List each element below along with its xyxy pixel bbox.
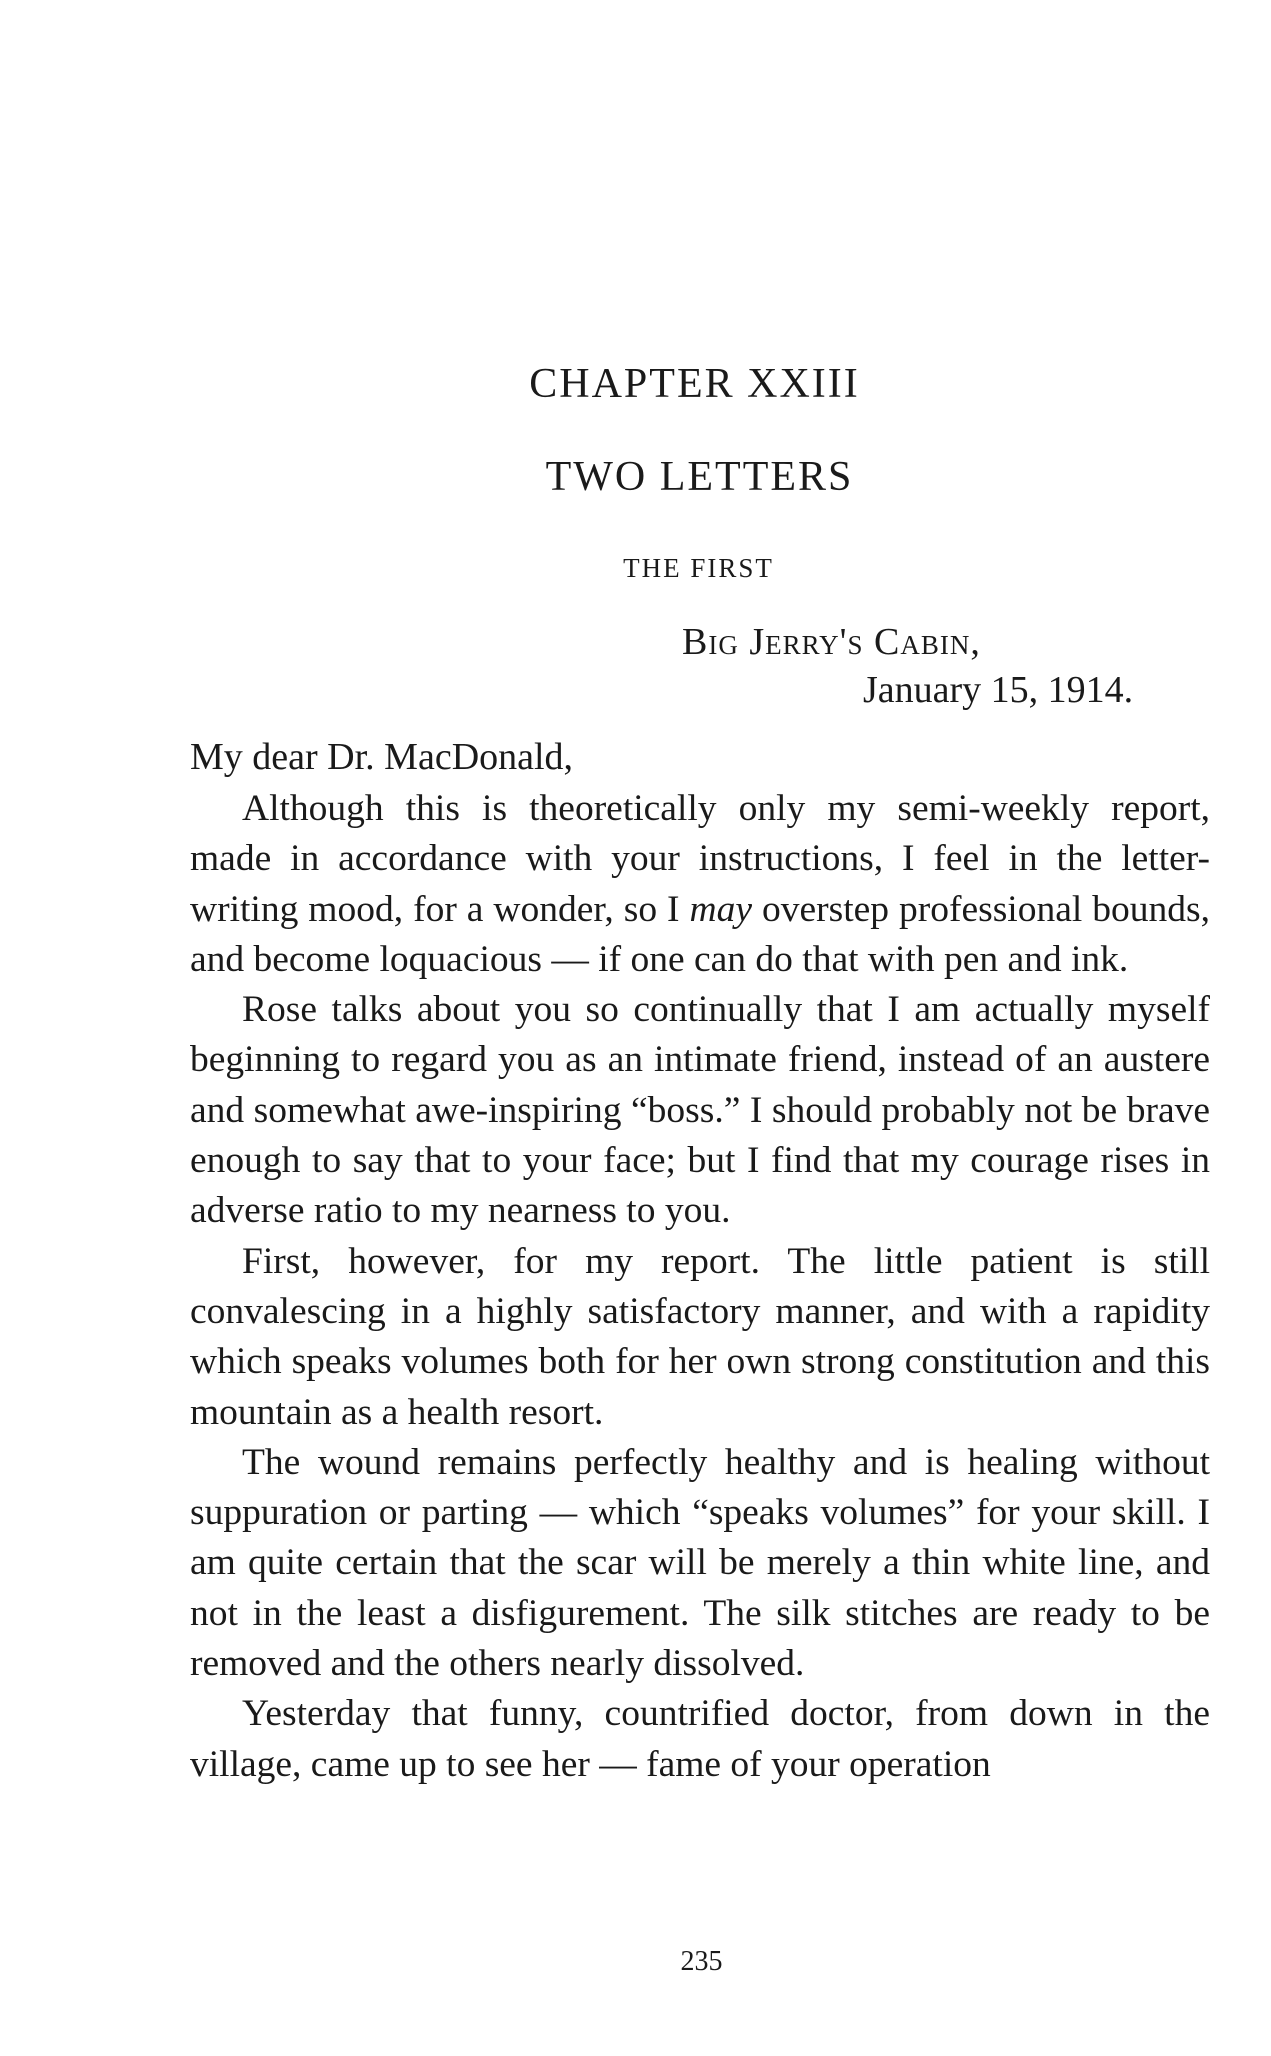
- letter-body: [190, 784, 1210, 1790]
- page-number: 235: [680, 1946, 723, 1977]
- paragraph: Although this is theoretically only my semi-weekly report, made in accordance with your instructions, I feel in the letter-writing mood, for a wonder, so I may overstep professional bounds, and become loquacious — if one can do that with pen and ink.: [190, 788, 1210, 980]
- paragraph: Yesterday that funny, countrified doctor, from down in the village, came up to see her — fame of your operation: [190, 1693, 1210, 1785]
- chapter-subheading: THE FIRST: [623, 553, 774, 583]
- paragraph: The wound remains perfectly healthy and is healing without suppuration or parting — which “speaks volumes” for your skill. I am quite certain that the scar will be merely a thin white line, and not in the least a disfigurement. The silk stitches are ready to be removed and the others nearly dissolved.: [190, 1441, 1210, 1685]
- emphasis: may: [689, 888, 752, 930]
- letter-place: Big Jerry's Cabin,: [682, 621, 981, 663]
- chapter-number: CHAPTER XXIII: [529, 361, 860, 407]
- paragraph: Rose talks about you so continually that I am actually myself beginning to regard you as an intimate friend, instead of an austere and somewhat awe-inspiring “boss.” I should probably not be brave enough to say that to your face; but I find that my courage rises in adverse ratio to my nearness to you.: [190, 989, 1210, 1232]
- chapter-title: TWO LETTERS: [545, 454, 854, 500]
- letter-date: January 15, 1914.: [863, 669, 1134, 711]
- paragraph: First, however, for my report. The little patient is still convalescing in a highly satisfactory manner, and with a rapidity which speaks volumes both for her own strong constitution and this mountain as a health resort.: [190, 1240, 1210, 1433]
- letter-salutation: My dear Dr. MacDonald,: [190, 736, 574, 778]
